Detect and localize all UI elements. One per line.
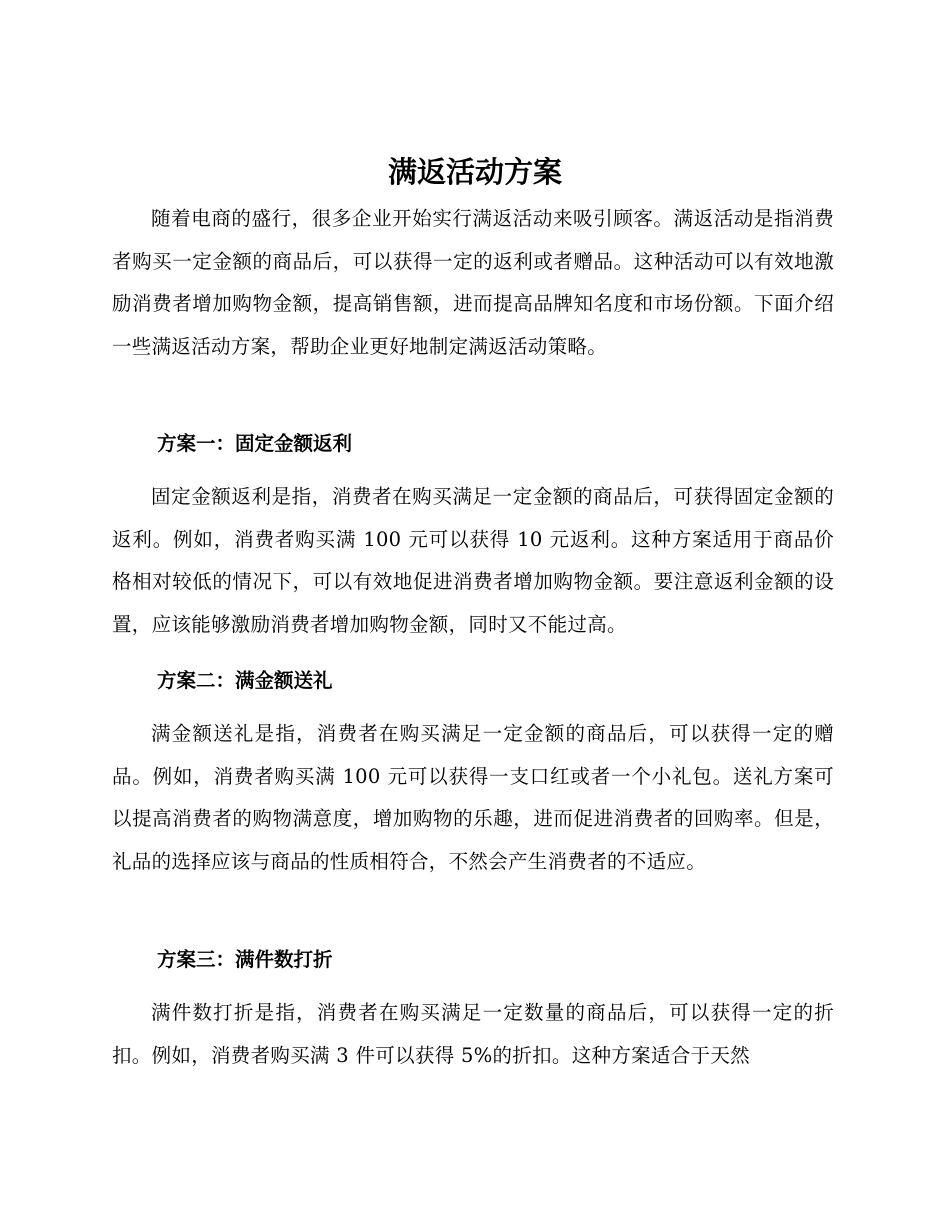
section-heading-plan-1: 方案一：固定金额返利 — [157, 432, 353, 455]
intro-paragraph: 随着电商的盛行，很多企业开始实行满返活动来吸引顾客。满返活动是指消费者购买一定金额的商品后，可以获得一定的返利或者赠品。这种活动可以有效地激励消费者增加购物金额，提高销售额，进而提高品牌知名度和市场份额。下面介绍一些满返活动方案，帮助企业更好地制定满返活动策略。 — [112, 207, 834, 358]
section-heading-plan-3: 方案三：满件数打折 — [157, 948, 333, 971]
document-title: 满返活动方案 — [387, 155, 562, 189]
section-body-plan-1: 固定金额返利是指，消费者在购买满足一定金额的商品后，可获得固定金额的返利。例如，消费者购买满 100 元可以获得 10 元返利。这种方案适用于商品价格相对较低的情况下，可以有效地促进消费者增加购物金额。要注意返利金额的设置，应该能够激励消费者增加购物金额，同时又不能过高。 — [112, 485, 834, 636]
section-heading-plan-2: 方案二：满金额送礼 — [157, 669, 333, 692]
section-body-plan-3: 满件数打折是指，消费者在购买满足一定数量的商品后，可以获得一定的折扣。例如，消费者购买满 3 件可以获得 5%的折扣。这种方案适合于天然 — [112, 1001, 834, 1067]
section-body-plan-2: 满金额送礼是指，消费者在购买满足一定金额的商品后，可以获得一定的赠品。例如，消费者购买满 100 元可以获得一支口红或者一个小礼包。送礼方案可以提高消费者的购物满意度，增加购物的乐趣，进而促进消费者的回购率。但是，礼品的选择应该与商品的性质相符合，不然会产生消费者的不适应。 — [112, 722, 834, 873]
